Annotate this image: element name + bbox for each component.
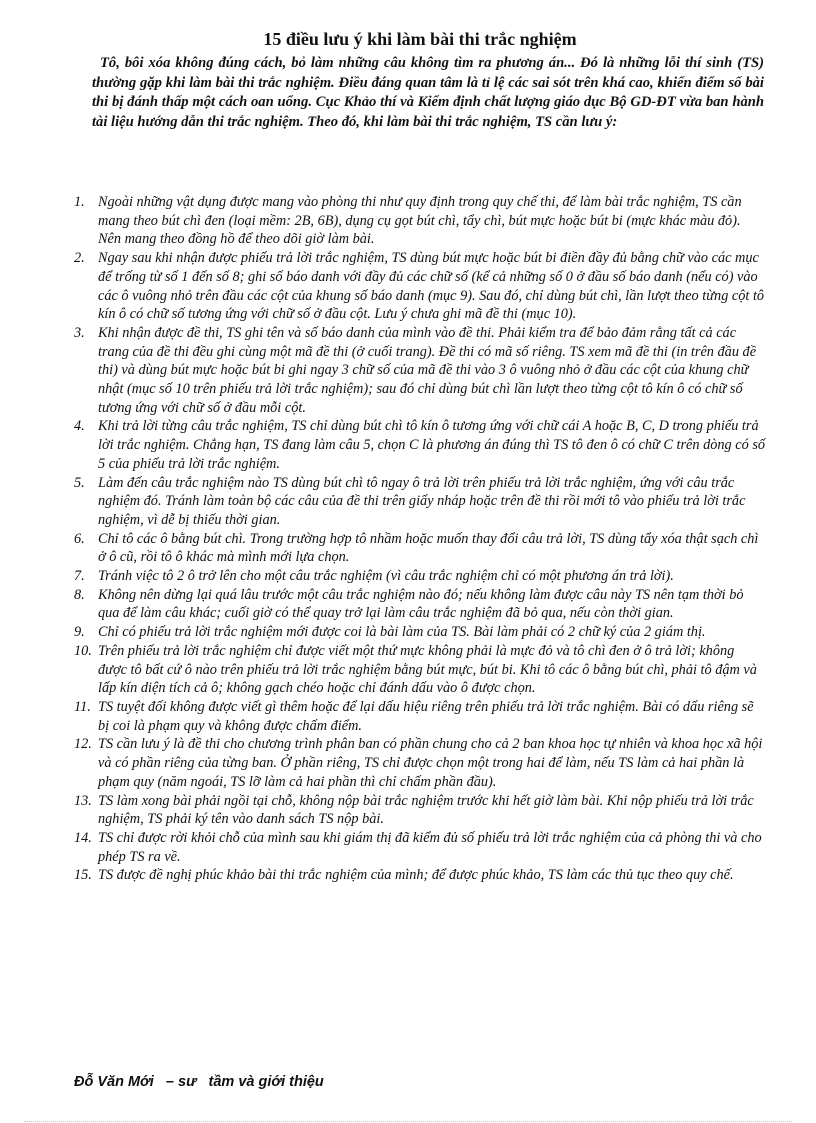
list-item-number: 11.	[74, 698, 91, 715]
list-item-text: TS tuyệt đối không được viết gì thêm hoặc để lại dấu hiệu riêng trên phiếu trả lời trắc nghiệm. Bài có dấu riêng sẽ bị coi là phạm quy và không được chấm điểm.	[98, 698, 754, 734]
list-item	[74, 249, 766, 324]
list-item	[74, 642, 766, 698]
list-item	[74, 417, 766, 473]
list-item-number: 1.	[74, 194, 85, 210]
list-item-number: 2.	[74, 250, 85, 267]
list-item	[74, 792, 766, 829]
list-item-number: 4.	[74, 418, 85, 435]
list-item-text: Chỉ tô các ô bằng bút chì. Trong trường hợp tô nhầm hoặc muốn thay đổi câu trả lời, TS dùng tẩy xóa thật sạch chì ở ô cũ, rồi tô ô khác mà mình mới lựa chọn.	[98, 530, 759, 566]
list-item-text: Không nên dừng lại quá lâu trước một câu trắc nghiệm nào đó; nếu không làm được câu này TS nên tạm thời bỏ qua để làm câu khác; cuối giờ có thể quay trở lại làm câu trắc nghiệm đã bỏ qua, nếu còn thời gian.	[98, 586, 744, 622]
list-item-number: 12.	[74, 736, 92, 753]
list-item-text: Ngay sau khi nhận được phiếu trả lời trắc nghiệm, TS dùng bút mực hoặc bút bi điền đầy đủ bằng chữ vào các mục để trống từ số 1 đến số 8; ghi số báo danh với đầy đủ các chữ số (kể cả những số 0 ở đầu số báo danh (nếu có) vào các ô vuông nhỏ trên đầu các cột của khung số báo danh (mục 9). Sau đó, chỉ dùng bút chì, lần lượt theo từng cột tô kín ô có chữ số tương ứng với chữ số ở đầu cột. Lưu ý chưa ghi mã đề thi (mục 10).	[98, 250, 765, 323]
author-credit: Đỗ Văn Mới – sư tầm và giới thiệu	[74, 1074, 324, 1090]
list-item-number: 5.	[74, 474, 85, 491]
list-item	[74, 324, 766, 418]
list-item-text: Ngoài những vật dụng được mang vào phòng thi như quy định trong quy chế thi, để làm bài trắc nghiệm, TS cần mang theo bút chì đen (loại mềm: 2B, 6B), dụng cụ gọt bút chì, tẩy chì, bút mực hoặc bút bi (mực khác màu đỏ). Nên mang theo đồng hồ để theo dõi giờ làm bài.	[98, 194, 742, 248]
list-item-number: 8.	[74, 586, 85, 603]
list-item	[74, 567, 766, 586]
page-bottom-divider	[24, 1121, 792, 1122]
intro-paragraph: Tô, bôi xóa không đúng cách, bỏ làm những câu không tìm ra phương án... Đó là những lỗi thí sinh (TS) thường gặp khi làm bài thi trắc nghiệm. Điều đáng quan tâm là tỉ lệ các sai sót trên khá cao, khiến điểm số bài thi bị đánh thấp một cách oan uổng. Cục Khảo thí và Kiểm định chất lượng giáo dục Bộ GD-ĐT vừa ban hành tài liệu hướng dẫn thi trắc nghiệm. Theo đó, khi làm bài thi trắc nghiệm, TS cần lưu ý:	[92, 55, 764, 130]
list-item	[74, 193, 766, 249]
list-item-number: 3.	[74, 324, 85, 341]
list-item-text: Trên phiếu trả lời trắc nghiệm chỉ được viết một thứ mực không phải là mực đỏ và tô chì đen ở ô trả lời; không được tô bất cứ ô nào trên phiếu trả lời trắc nghiệm bằng bút mực, bút bi. Khi tô các ô bằng bút chì, phải tô đậm và lấp kín diện tích cả ô; không gạch chéo hoặc chỉ đánh dấu vào ô được chọn.	[98, 642, 757, 697]
list-item-text: Chỉ có phiếu trả lời trắc nghiệm mới được coi là bài làm của TS. Bài làm phải có 2 chữ ký của 2 giám thị.	[98, 624, 706, 641]
page-title: 15 điều lưu ý khi làm bài thi trắc nghiệm	[263, 29, 577, 49]
list-item	[74, 698, 766, 735]
list-item	[74, 829, 766, 866]
list-item	[74, 530, 766, 567]
list-item-text: Khi nhận được đề thi, TS ghi tên và số báo danh của mình vào đề thi. Phải kiểm tra để bảo đảm rằng tất cả các trang của đề thi đều ghi cùng một mã đề thi (ở cuối trang). Đề thi có mã số riêng. TS xem mã đề thi (in trên đầu đề thi) và dùng bút mực hoặc bút bi ghi ngay 3 chữ số của mã đề thi vào 3 ô vuông nhỏ ở đầu các cột của khung chữ nhật (mục số 10 trên phiếu trả lời trắc nghiệm); sau đó chỉ dùng bút chì lần lượt theo từng cột tô kín ô có chữ số tương ứng với chữ số ở đầu mỗi cột.	[98, 324, 757, 416]
list-item	[74, 586, 766, 623]
list-item-number: 15.	[74, 867, 92, 884]
list-item	[74, 735, 766, 791]
list-item-text: Làm đến câu trắc nghiệm nào TS dùng bút chì tô ngay ô trả lời trên phiếu trả lời trắc nghiệm, ứng với câu trắc nghiệm đó. Tránh làm toàn bộ các câu của đề thi trên giấy nháp hoặc trên đề thi rồi mới tô vào phiếu trả lời trắc nghiệm, vì dễ bị thiếu thời gian.	[98, 474, 746, 528]
list-item-number: 13.	[74, 792, 92, 809]
list-item-text: TS cần lưu ý là đề thi cho chương trình phân ban có phần chung cho cả 2 ban khoa học tự nhiên và khoa học xã hội và có phần riêng của từng ban. Ở phần riêng, TS chỉ được chọn một trong hai để làm, nếu TS làm cả hai phần là phạm quy (năm ngoái, TS lỡ làm cả hai phần thì chỉ chấm phần đầu).	[98, 736, 763, 790]
list-item-text: TS chỉ được rời khỏi chỗ của mình sau khi giám thị đã kiểm đủ số phiếu trả lời trắc nghiệm của cả phòng thi và cho phép TS ra về.	[98, 829, 762, 865]
list-item-text: TS làm xong bài phải ngồi tại chỗ, không nộp bài trắc nghiệm trước khi hết giờ làm bài. Khi nộp phiếu trả lời trắc nghiệm, TS phải ký tên vào danh sách TS nộp bài.	[98, 792, 754, 828]
list-item	[74, 474, 766, 530]
list-item-number: 9.	[74, 624, 85, 641]
list-item-text: Khi trả lời từng câu trắc nghiệm, TS chỉ dùng bút chì tô kín ô tương ứng với chữ cái A hoặc B, C, D trong phiếu trả lời trắc nghiệm. Chẳng hạn, TS đang làm câu 5, chọn C là phương án đúng thì TS tô đen ô có chữ C trên dòng có số 5 của phiếu trả lời trắc nghiệm.	[98, 418, 766, 472]
list-item	[74, 623, 766, 642]
list-item-number: 14.	[74, 829, 92, 846]
tips-list	[74, 193, 766, 885]
list-item	[74, 866, 766, 885]
list-item-text: TS được đề nghị phúc khảo bài thi trắc nghiệm của mình; để được phúc khảo, TS làm các thủ tục theo quy chế.	[98, 867, 734, 884]
list-item-number: 10.	[74, 642, 92, 659]
list-item-number: 6.	[74, 530, 85, 547]
list-item-text: Tránh việc tô 2 ô trở lên cho một câu trắc nghiệm (vì câu trắc nghiệm chỉ có một phương án trả lời).	[98, 568, 674, 585]
list-item-number: 7.	[74, 568, 85, 585]
